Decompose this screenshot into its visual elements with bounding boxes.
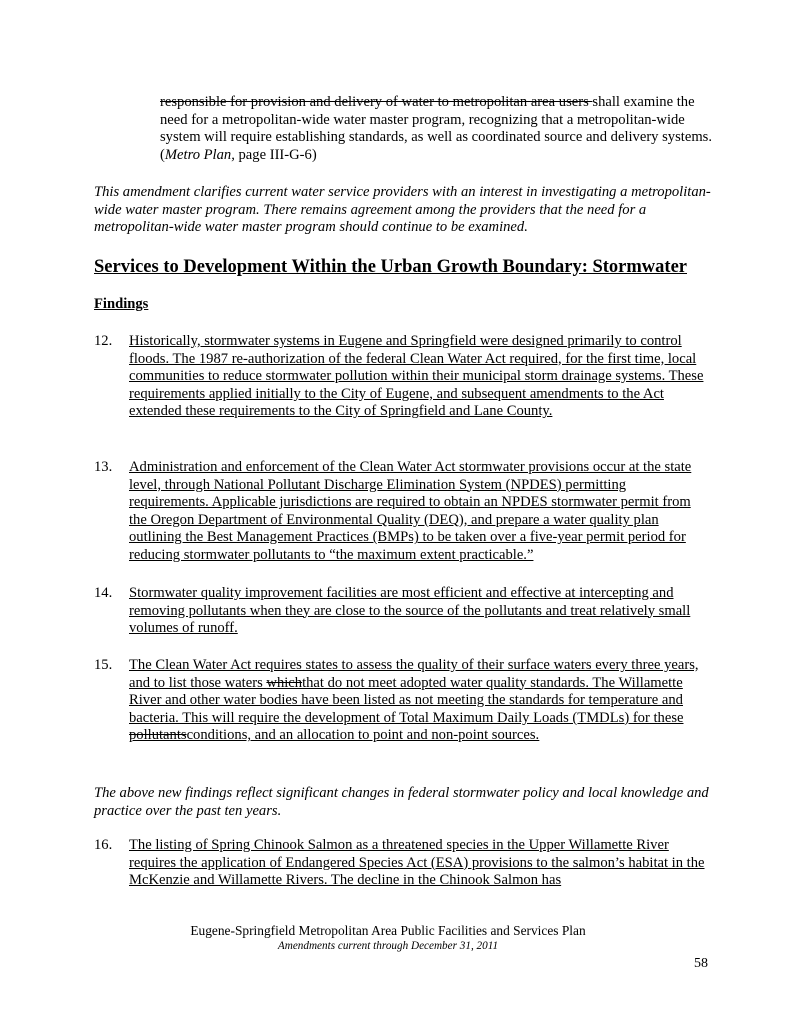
quote-citation-title: Metro Plan, bbox=[164, 146, 235, 163]
finding-14 bbox=[94, 585, 706, 638]
footer-subtitle: Amendments current through December 31, 2011 bbox=[277, 940, 499, 952]
finding-text: Administration and enforcement of the Clean Water Act stormwater provisions occur at the state level, through National Pollutant Discharge Elimination System (NPDES) permitting requirements. Applicable jurisdictions are required to obtain an NPDES stormwater permit from the Oregon Department of Environmental Quality (DEQ), and prepare a water quality plan outlining the Best Management Practices (BMPs) to be taken over a five-year permit period for reducing stormwater pollutants to “the maximum extent practicable.” bbox=[129, 459, 692, 563]
page-number: 58 bbox=[694, 956, 708, 971]
struck-text: responsible for provision and delivery of water to metropolitan area users bbox=[160, 94, 593, 110]
finding-13 bbox=[94, 459, 706, 565]
finding-number: 14. bbox=[94, 585, 113, 601]
plan-quote bbox=[160, 94, 720, 164]
findings-label: Findings bbox=[94, 296, 149, 312]
finding-12 bbox=[94, 333, 706, 421]
inserted-text: that do not meet adopted water quality standards. The Willamette River and other water bodies have been listed as not meeting the standards for temperature and bacteria. This will require the development of Total Maximum Daily Loads (TMDLs) for these bbox=[129, 674, 684, 726]
finding-text bbox=[129, 657, 706, 745]
finding-number: 16. bbox=[94, 837, 113, 853]
section-heading: Services to Development Within the Urban Growth Boundary: Stormwater bbox=[94, 257, 687, 277]
inserted-text: conditions, and an allocation to point and non-point sources. bbox=[186, 727, 540, 744]
quote-citation-page: page III-G-6) bbox=[234, 146, 317, 163]
struck-text: which bbox=[266, 674, 303, 691]
findings-note: The above new findings reflect significant changes in federal stormwater policy and local knowledge and practice over the past ten years. bbox=[94, 785, 709, 819]
finding-text: Historically, stormwater systems in Eugene and Springfield were designed primarily to control floods. The 1987 re-authorization of the federal Clean Water Act required, for the first time, local communities to reduce stormwater pollution within their municipal storm drainage systems. These requirements applied initially to the City of Eugene, and subsequent amendments to the Act extended these requirements to the City of Springfield and Lane County. bbox=[129, 333, 704, 420]
finding-15 bbox=[94, 657, 706, 745]
finding-text: Stormwater quality improvement facilities are most efficient and effective at intercepting and removing pollutants when they are close to the source of the pollutants and treat relatively small volumes of runoff. bbox=[129, 585, 691, 637]
finding-text-part: The Clean Water Act requires states to assess the quality of their surface waters every three years, and to list those waters bbox=[129, 657, 699, 691]
footer-title: Eugene-Springfield Metropolitan Area Public Facilities and Services Plan bbox=[190, 923, 586, 938]
quote-text: shall examine the need for a metropolitan-wide water master program, recognizing that a metropolitan-wide system will require establishing standards, as well as coordinated source and delivery systems. ( bbox=[160, 94, 712, 163]
finding-16 bbox=[94, 837, 706, 890]
finding-number: 13. bbox=[94, 459, 113, 475]
struck-text: pollutants bbox=[129, 727, 187, 744]
finding-number: 15. bbox=[94, 657, 113, 673]
finding-text: The listing of Spring Chinook Salmon as a threatened species in the Upper Willamette River requires the application of Endangered Species Act (ESA) provisions to the salmon’s habitat in the McKenzie and Willamette Rivers. The decline in the Chinook Salmon has bbox=[129, 837, 705, 889]
amendment-note: This amendment clarifies current water service providers with an interest in investigating a metropolitan-wide water master program. There remains agreement among the providers that the need for a metropolitan-wide water master program should continue to be examined. bbox=[94, 184, 711, 236]
finding-number: 12. bbox=[94, 333, 113, 349]
